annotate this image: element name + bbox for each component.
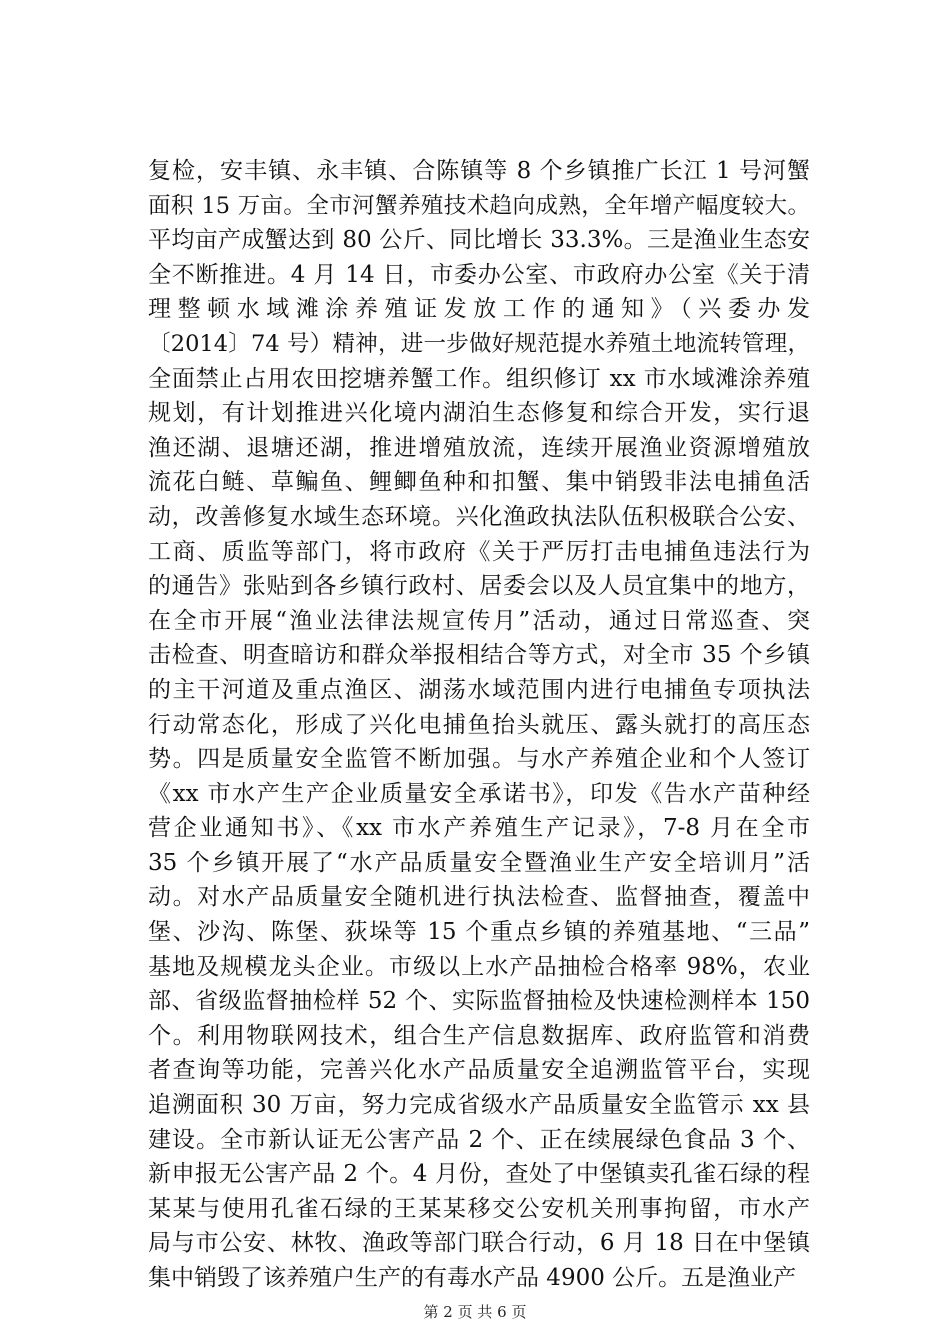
text-line: 《xx 市水产生产企业质量安全承诺书》，印发《告水产苗种经 — [148, 780, 810, 807]
page-footer: 第 2 页 共 6 页 — [423, 1303, 527, 1321]
text-line: 营企业通知书》、《xx 市水产养殖生产记录》，7-8 月在全市 — [148, 815, 810, 842]
text-line: 全面禁止占用农田挖塘养蟹工作。组织修订 xx 市水域滩涂养殖 — [148, 365, 810, 392]
text-line: 堡、沙沟、陈堡、荻垛等 15 个重点乡镇的养殖基地、“三品” — [148, 919, 810, 946]
text-line: 个。利用物联网技术，组合生产信息数据库、政府监管和消费 — [148, 1022, 810, 1049]
text-line: 者查询等功能，完善兴化水产品质量安全追溯监管平台，实现 — [148, 1057, 810, 1084]
text-line: 渔还湖、退塘还湖，推进增殖放流，连续开展渔业资源增殖放 — [148, 434, 810, 461]
text-line: 集中销毁了该养殖户生产的有毒水产品 4900 公斤。五是渔业产 — [148, 1265, 797, 1291]
text-line: 规划，有计划推进兴化境内湖泊生态修复和综合开发，实行退 — [148, 400, 810, 427]
text-line: 复检，安丰镇、永丰镇、合陈镇等 8 个乡镇推广长江 1 号河蟹 — [148, 158, 810, 184]
text-line: 的通告》张贴到各乡镇行政村、居委会以及人员宜集中的地方， — [148, 573, 810, 600]
text-line: 基地及规模龙头企业。市级以上水产品抽检合格率 98%，农业 — [148, 953, 810, 980]
text-line: 全不断推进。4 月 14 日，市委办公室、市政府办公室《关于清 — [148, 261, 810, 288]
text-line: 理整顿水域滩涂养殖证发放工作的通知》（兴委办发 — [148, 296, 810, 323]
text-line: 动。对水产品质量安全随机进行执法检查、监督抽查，覆盖中 — [148, 884, 810, 911]
text-line: 在全市开展“渔业法律法规宣传月”活动，通过日常巡查、突 — [148, 607, 810, 634]
text-line: 的主干河道及重点渔区、湖荡水域范围内进行电捕鱼专项执法 — [148, 676, 810, 703]
text-line: 动，改善修复水域生态环境。兴化渔政执法队伍积极联合公安、 — [148, 503, 810, 530]
text-line: 面积 15 万亩。全市河蟹养殖技术趋向成熟，全年增产幅度较大。 — [148, 192, 810, 219]
body-text — [148, 154, 810, 1296]
text-line: 部、省级监督抽检样 52 个、实际监督抽检及快速检测样本 150 — [148, 988, 810, 1015]
text-line: 工商、质监等部门，将市政府《关于严厉打击电捕鱼违法行为 — [148, 538, 810, 565]
text-line: 势。四是质量安全监管不断加强。与水产养殖企业和个人签订 — [148, 746, 810, 773]
text-line: 流花白鲢、草鳊鱼、鲤鲫鱼种和扣蟹、集中销毁非法电捕鱼活 — [148, 469, 810, 496]
text-line: 行动常态化，形成了兴化电捕鱼抬头就压、露头就打的高压态 — [148, 711, 810, 738]
text-line: 〔2014〕74 号）精神，进一步做好规范提水养殖土地流转管理， — [148, 330, 810, 357]
text-line: 击检查、明查暗访和群众举报相结合等方式，对全市 35 个乡镇 — [148, 642, 810, 669]
text-line: 建设。全市新认证无公害产品 2 个、正在续展绿色食品 3 个、 — [148, 1126, 810, 1153]
text-line: 局与市公安、林牧、渔政等部门联合行动，6 月 18 日在中堡镇 — [148, 1230, 810, 1257]
text-line: 追溯面积 30 万亩，努力完成省级水产品质量安全监管示 xx 县 — [148, 1092, 810, 1119]
text-line: 某某与使用孔雀石绿的王某某移交公安机关刑事拘留，市水产 — [148, 1195, 810, 1222]
text-line: 35 个乡镇开展了“水产品质量安全暨渔业生产安全培训月”活 — [148, 849, 810, 876]
text-line: 平均亩产成蟹达到 80 公斤、同比增长 33.3%。三是渔业生态安 — [148, 227, 810, 254]
text-line: 新申报无公害产品 2 个。4 月份，查处了中堡镇卖孔雀石绿的程 — [148, 1161, 810, 1188]
